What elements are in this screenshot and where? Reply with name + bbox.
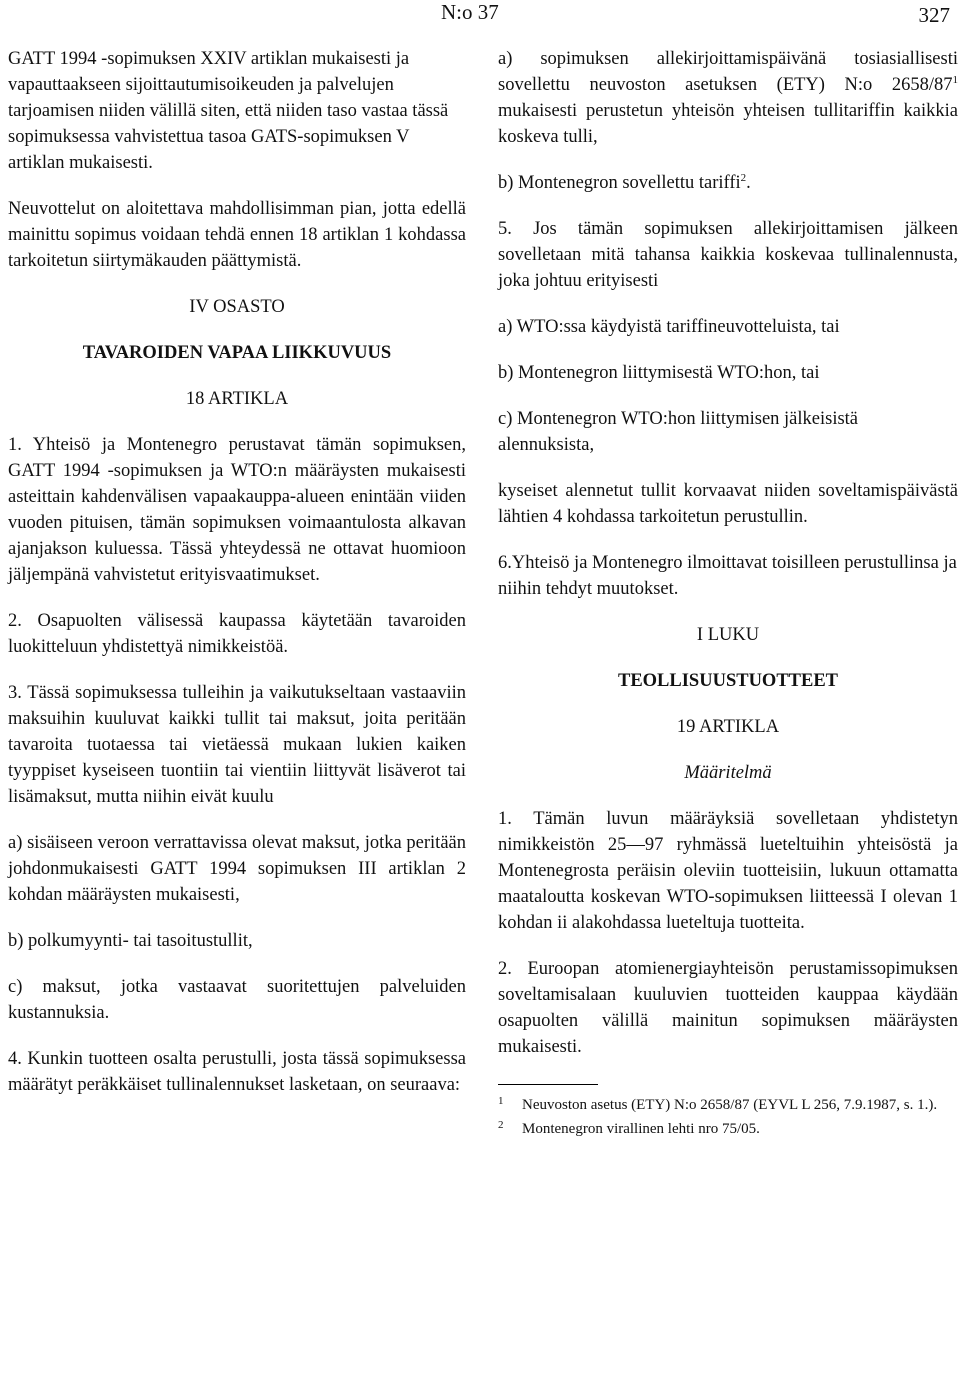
page-number: 327 [918,3,950,27]
chapter-title: TEOLLISUUSTUOTTEET [617,671,839,691]
section-heading: IV OSASTO [189,297,285,317]
article-heading: 18 ARTIKLA [185,389,289,409]
paragraph-18-3c: c) maksut, jotka vastaavat suoritettujen palveluiden kustannuksia. [8,977,466,1023]
article-19-heading: 19 ARTIKLA [676,717,780,737]
journal-number: N:o 37 [441,0,499,24]
paragraph-19-2: 2. Euroopan atomienergiayhteisön perustamissopimuksen soveltamisalaan kuuluvien tuotteiden kauppaa käydään osapuolten välillä mainitun sopimuksen määräysten mukaisesti. [498,959,958,1057]
paragraph-intro: GATT 1994 -sopimuksen XXIV artiklan mukaisesti ja vapauttaakseen sijoittautumisoikeuden ja palvelujen tarjoamisen niiden välillä siten, että niiden taso vastaa tässä sopimuksessa vahvistettua tasoa GATS-sopimuksen V artiklan mukaisesti. [8,49,449,173]
paragraph-18-3: 3. Tässä sopimuksessa tulleihin ja vaikutukseltaan vastaaviin maksuihin kuuluvat kaikki tullit tai maksut, joita peritään tavaroita tuotaessa tai vietäessä mukaan lukien kaiken tyyppiset kyseiseen tuontiin tai vientiin liittyvät lisäverot tai lisämaksut, mutta niihin eivät kuulu [8,683,466,807]
paragraph-4b: b) Montenegron sovellettu tariffi$^2$. [498,171,751,193]
paragraph-18-4: 4. Kunkin tuotteen osalta perustulli, josta tässä sopimuksessa määrätyt peräkkäiset tullinalennukset lasketaan, on seuraava: [8,1049,466,1095]
paragraph-6: 6.Yhteisö ja Montenegro ilmoittavat toisilleen perustullinsa ja niihin tehdyt muutokset. [498,553,957,599]
paragraph-5: 5. Jos tämän sopimuksen allekirjoittamisen jälkeen sovelletaan mitä tahansa kaikkia koskevaa tullinalennusta, joka johtuu erityisesti [498,219,958,291]
footnote-divider [498,1084,598,1085]
left-column [8,46,466,1118]
footnote-1: 1 Neuvoston asetus (ETY) N:o 2658/87 (EYVL L 256, 7.9.1987, s. 1.). [498,1095,938,1113]
paragraph-4a: a) sopimuksen allekirjoittamispäivänä tosiasiallisesti sovellettu neuvoston asetuksen (ETY) N:o $2658/87^1$ mukaisesti perustetun yhteisön yhteisen tullitariffin kaikkia koskeva tulli, [498,49,958,147]
paragraph-18-1: 1. Yhteisö ja Montenegro perustavat tämän sopimuksen, GATT 1994 -sopimuksen ja WTO:n määräysten mukaisesti asteittain kahdenvälisen vapaakauppa-alueen enintään viiden vuoden pituisen, tämän sopimuksen voimaantulosta alkavan ajanjakson kuluessa. Tässä yhteydessä ne ottavat huomioon jäljempänä vahvistetut erityisvaatimukset. [8,435,466,585]
definition-heading: Määritelmä [684,763,772,783]
paragraph-negotiations: Neuvottelut on aloitettava mahdollisimman pian, jotta edellä mainittu sopimus voidaan tehdä ennen 18 artiklan 1 kohdassa tarkoitetun siirtymäkauden päättymistä. [8,199,466,271]
footnote-ref-1: 1 [952,73,958,86]
paragraph-19-1: 1. Tämän luvun määräyksiä sovelletaan yhdistetyn nimikkeistön 25—97 ryhmässä lueteltuihin yhteisöstä ja Montenegrosta peräisin oleviin tuotteisiin, lukuun ottamatta maataloutta koskevan WTO-sopimuksen liitteessä I olevan 1 kohdan ii alakohdassa lueteltuja tuotteita. [498,809,958,933]
paragraph-5d: kyseiset alennetut tullit korvaavat niiden soveltamispäivästä lähtien 4 kohdassa tarkoitetun perustullin. [498,481,958,527]
paragraph-5b: b) Montenegron liittymisestä WTO:hon, tai [498,363,820,383]
chapter-heading: I LUKU [696,625,760,645]
paragraph-18-3b: b) polkumyynti- tai tasoitustullit, [8,931,253,951]
title-heading: TAVAROIDEN VAPAA LIIKKUVUUS [82,343,392,363]
footnote-ref-2: 2 [740,171,747,184]
footnote-2: 2 Montenegron virallinen lehti nro 75/05. [498,1119,760,1137]
paragraph-18-3a: a) sisäiseen veroon verrattavissa olevat maksut, jotka peritään johdonmukaisesti GATT 1994 sopimuksen III artiklan 2 kohdan määräysten mukaisesti, [8,833,466,905]
paragraph-18-2: 2. Osapuolten välisessä kaupassa käytetään tavaroiden luokitteluun yhdistettyä nimikkeistöä. [8,611,466,657]
paragraph-5c: c) Montenegron WTO:hon liittymisen jälkeisistä alennuksista, [498,409,859,455]
paragraph-5a: a) WTO:ssa käydyistä tariffineuvotteluista, tai [498,317,840,337]
right-column [498,46,958,1141]
